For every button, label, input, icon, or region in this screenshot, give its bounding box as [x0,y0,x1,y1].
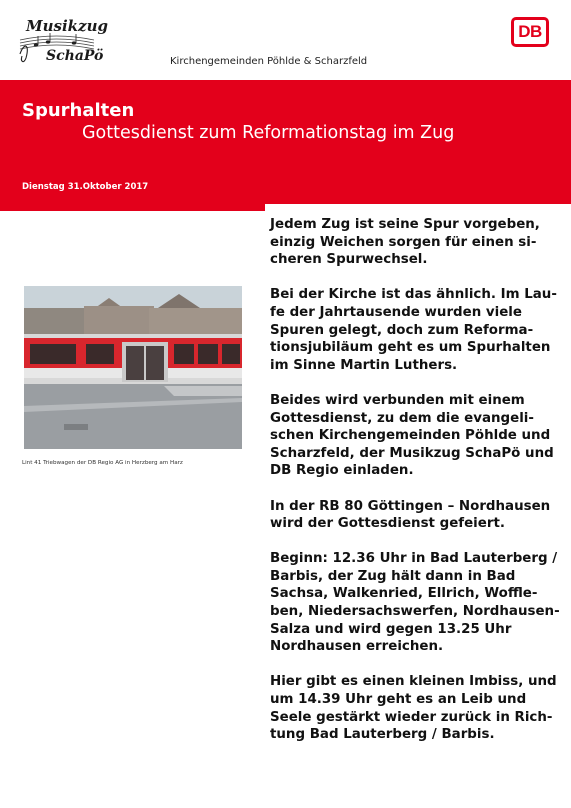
train-photo-image [24,286,242,449]
musikzug-logo-graphic [16,14,136,74]
logo-line2: SchaPö [46,48,104,64]
banner-left-rule [0,201,265,223]
organizer-text: Kirchengemeinden Pöhlde & Scharzfeld [170,56,368,67]
paragraph-invitation: Beides wird verbunden mit einem Gottesdienst, zu dem die evangeli- schen Kirchengemeinden Pöhlde und Scharzfeld, der Musikzug SchaPö und DB Regio einladen. [270,392,554,479]
musikzug-logo [16,14,136,74]
banner-right-rule [265,201,571,204]
event-date: Dienstag 31.Oktober 2017 [22,182,149,192]
page-title: Spurhalten [22,100,135,121]
paragraph-route: In der RB 80 Göttingen – Nordhausen wird der Gottesdienst gefeiert. [270,498,551,532]
paragraph-church: Bei der Kirche ist das ähnlich. Im Lau- fe der Jahrtausende wurden viele Spuren gelegt, doch zum Reforma- tionsjubiläum geht es um Spurhalten im Sinne Martin Luthers. [270,287,557,373]
title-banner [0,80,571,201]
train-photo [24,286,242,449]
article-body [270,216,560,761]
page-subtitle: Gottesdienst zum Reformationstag im Zug [82,123,455,143]
db-logo [511,17,549,47]
logo-line1: Musikzug [26,17,108,35]
paragraph-return: Hier gibt es einen kleinen Imbiss, und um 14.39 Uhr geht es an Leib und Seele gestärkt wieder zurück in Rich- tung Bad Lauterberg / Barbis. [270,674,557,743]
paragraph-intro: Jedem Zug ist seine Spur vorgeben, einzig Weichen sorgen für einen si- cheren Spurwechsel. [270,217,540,268]
paragraph-schedule: Beginn: 12.36 Uhr in Bad Lauterberg / Barbis, der Zug hält dann in Bad Sachsa, Walkenried, Ellrich, Woffle- ben, Niedersachswerfen, Nordhausen- Salza und wird gegen 13.25 Uhr Nordhausen erreichen. [270,551,560,655]
db-logo-text: DB [518,22,542,41]
photo-caption: Lint 41 Triebwagen der DB Regio AG in Herzberg am Harz [22,460,183,466]
